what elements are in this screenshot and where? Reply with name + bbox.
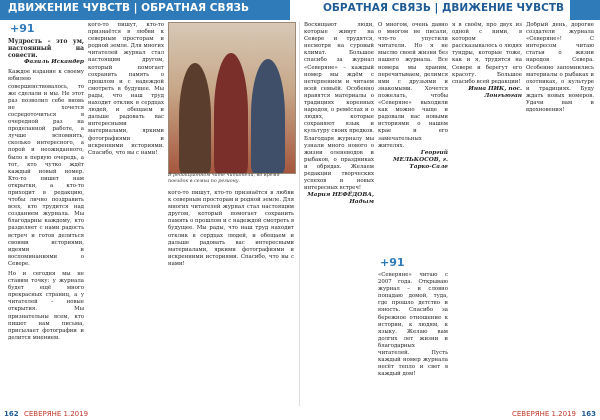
journal-name-right: СЕВЕРЯНЕ 1.2019 <box>511 410 576 418</box>
article1-column-2 <box>88 22 164 408</box>
article2-column-7-text: Добрый день, дорогие создатели журнала «Северяне»! С интересом читаю статьи о жизни народов Севера. Особенно запомнились материалы о рыбаках и охотниках, о культуре и традициях. Буду ждать новых номеров. Удачи вам и вдохновения! <box>526 22 594 114</box>
article2-column-4-text: О многом, очень давно о многом не писали, что-то упустили читатели. Но я не мыслю своей жизни без нашего журнала. Все номера мы храним, перечитываем, делимся ими с друзьями и знакомыми. Хочется пожелать, чтобы «Северяне» выходили как можно чаще и радовали нас новыми историями о нашем крае и его замечательных жителях. <box>378 22 448 149</box>
journal-name-left: СЕВЕРЯНЕ 1.2019 <box>24 410 89 418</box>
article2-column-4 <box>378 22 448 252</box>
header-right-title: ОБРАТНАЯ СВЯЗЬ | ДВИЖЕНИЕ ЧУВСТВ <box>323 2 564 14</box>
photo-person-3 <box>251 59 285 173</box>
article2-column-6-author: Инна ПИК, пос. Лонгъюган <box>468 85 522 99</box>
article1-paragraph-2: Но и сегодня мы не ставим точку: у журнала будет ещё много прекрасных страниц, а у читателей – новые открытия. Мы признательны всем, кто пишет нам письма, присылает фотографии и делится мнением. <box>8 271 84 341</box>
article1-continuation-text: кого-то пишут, кто-то признаётся в любви к северным просторам и родной земле. Для многих читателей журнал стал настоящим другом, который помогает сохранить память о прошлом и с надеждой смотреть в будущее. Мы рады, что наш труд находит отклик в сердцах людей, и обещаем и дальше радовать вас интересными материалами, яркими фотографиями и искренними историями. Спасибо, что вы с нами! <box>168 190 294 267</box>
article1-column-1 <box>8 38 84 408</box>
article2-column-7 <box>526 22 594 406</box>
page-header <box>0 0 600 20</box>
article2-column-3 <box>304 22 374 406</box>
header-left-band <box>0 0 290 20</box>
article1-continuation <box>168 190 294 406</box>
header-left-title: ДВИЖЕНИЕ ЧУВСТВ | ОБРАТНАЯ СВЯЗЬ <box>8 2 249 14</box>
article2-column-6-p1: я в своём, про двух из одной с ними, в котором рассказывалось о людях тундры, которые тоже, как и я, трудятся на Севере и берегут его красоту. Большое спасибо всей редакции! <box>452 22 522 85</box>
article2-column-3-author: Мария НЕФЁДОВА, Надым <box>307 192 374 206</box>
magazine-logo-left: +91 <box>10 22 35 35</box>
article2-column-3-text: Восхищают люди, которые живут на Севере и трудятся, несмотря на суровый климат. Большое спасибо за журнал «Северяне» – каждый номер мы ждём с нетерпением и читаем всей семьёй. Особенно нравятся материалы о традициях коренных народов, о ремёслах и о людях, которые сохраняют язык и культуру своих предков. Благодаря журналу мы узнали много нового о жизни оленеводов и рыбаков, о праздниках и обрядах. Желаем редакции творческих успехов и новых интересных встреч! <box>304 22 374 192</box>
article1-subtitle-author: Фазиль Искандер <box>24 59 84 66</box>
page-number-right: 163 <box>581 410 596 418</box>
page-divider <box>299 22 300 406</box>
article1-column-2-text: кого-то пишут, кто-то признаётся в любви к северным просторам и родной земле. Для многих читателей журнал стал настоящим другом, который помогает сохранить память о прошлом и с надеждой смотреть в будущее. Мы рады, что наш труд находит отклик в сердцах людей, и обещаем и дальше радовать вас интересными материалами, яркими фотографиями и искренними историями. Спасибо, что вы с нами! <box>88 22 164 156</box>
article2-column-5-text: «Северяне» читаю с 2007 года. Открываю журнал – и словно попадаю домой, туда, где прошло детство и юность. Спасибо за бережное отношение к истории, к людям, к языку. Желаю вам долгих лет жизни и благодарных читателей. Пусть каждый номер журнала несёт тепло и свет в каждый дом! <box>378 272 448 378</box>
magazine-logo-right: +91 <box>380 256 405 269</box>
article2-column-5 <box>378 272 448 406</box>
article2-column-4-author: Георгий МЕЛЬКОСОВ, г. Тарко-Сале <box>393 149 448 170</box>
photo-person-1 <box>179 63 211 173</box>
page-footer <box>0 408 600 420</box>
article1-paragraph-1: Каждое издание к своему юбилею совершенствовалось, то же сделали и мы. Не этот раз позволил себе вновь не хочется сосредоточиться в очередной раз на проделанной работе, а лучше вспомнить, сколько интересного, а порой и неожиданного, было в первую очередь, а тот, кто чутко ждёт каждый новый номер. Кто-то пишет нам открытки, а кто-то приходит в редакцию, чтобы лично поздравить всех, кто трудится над созданием журнала. Мы благодарны каждому, кто разделяет с нами радость встреч и готов делиться своими историями, идеями и воспоминаниями о Севере. <box>8 69 84 267</box>
article2-column-6 <box>452 22 522 406</box>
photo-person-2 <box>214 53 248 173</box>
page-number-left: 162 <box>4 410 19 418</box>
header-right-bar <box>570 0 600 20</box>
article1-subtitle: Мудрость – это ум, настоянный на совести. <box>8 38 84 60</box>
photo-caption: В редакционном чате читатели, во время поездок в семьи по региону. <box>168 173 280 184</box>
readers-photo <box>168 22 296 174</box>
